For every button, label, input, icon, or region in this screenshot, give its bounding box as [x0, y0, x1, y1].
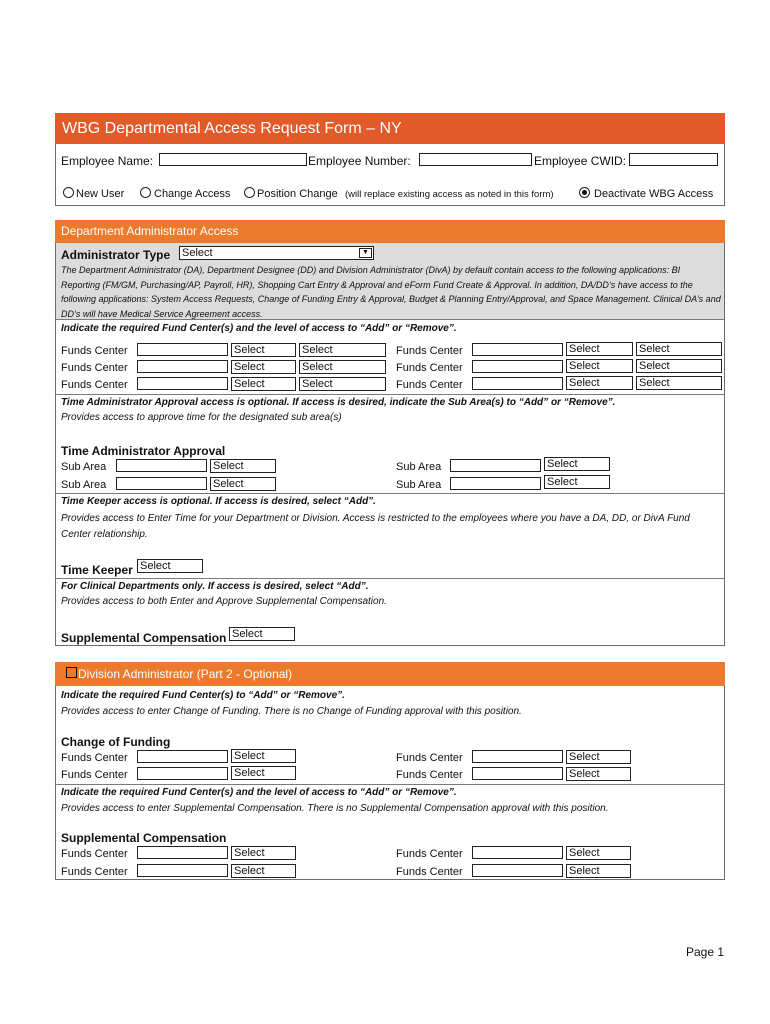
funds-center-input[interactable]: [472, 343, 563, 356]
level-select[interactable]: Select: [636, 359, 722, 373]
funds-center-input[interactable]: [472, 864, 563, 877]
funds-center-input[interactable]: [137, 750, 228, 763]
sub-area-input[interactable]: [116, 477, 207, 490]
cof-access-select[interactable]: Select: [566, 750, 631, 764]
time-keeper-instruction: Time Keeper access is optional. If access is desired, select “Add”.: [61, 496, 376, 507]
sub-area-access-select[interactable]: Select: [210, 477, 276, 491]
funds-center-label: Funds Center: [61, 379, 128, 391]
deactivate-radio[interactable]: [579, 187, 590, 198]
employee-name-field[interactable]: [159, 153, 307, 166]
access-select[interactable]: Select: [566, 376, 633, 390]
divider: [55, 394, 725, 395]
supp-comp-select[interactable]: Select: [229, 627, 295, 641]
position-change-note: (will replace existing access as noted in this form): [345, 189, 554, 200]
funds-center-input[interactable]: [137, 377, 228, 390]
form-title-bar: [55, 113, 725, 144]
employee-number-label: Employee Number:: [308, 154, 411, 168]
dept-admin-header: Department Administrator Access: [55, 220, 725, 243]
clinical-description: Provides access to both Enter and Approve Supplemental Compensation.: [61, 596, 387, 607]
position-change-radio[interactable]: [244, 187, 255, 198]
deactivate-label: Deactivate WBG Access: [594, 188, 714, 200]
divider: [55, 784, 725, 785]
level-select[interactable]: Select: [299, 377, 386, 391]
time-admin-heading: Time Administrator Approval: [61, 444, 226, 458]
sc-instruction: Indicate the required Fund Center(s) and the level of access to “Add” or “Remove”.: [61, 787, 457, 798]
position-change-label: Position Change: [257, 188, 338, 200]
funds-center-label: Funds Center: [396, 752, 463, 764]
cof-access-select[interactable]: Select: [231, 749, 296, 763]
funds-center-input[interactable]: [137, 846, 228, 859]
supp-comp-label: Supplemental Compensation: [61, 631, 227, 645]
division-admin-header: Division Administrator (Part 2 - Optional): [55, 662, 725, 686]
sc-heading: Supplemental Compensation: [61, 831, 227, 845]
time-keeper-select[interactable]: Select: [137, 559, 203, 573]
change-access-label: Change Access: [154, 188, 231, 200]
funds-center-input[interactable]: [472, 846, 563, 859]
change-access-radio[interactable]: [140, 187, 151, 198]
funds-center-label: Funds Center: [61, 866, 128, 878]
level-select[interactable]: Select: [636, 342, 722, 356]
funds-center-label: Funds Center: [396, 362, 463, 374]
funds-center-label: Funds Center: [61, 362, 128, 374]
funds-center-label: Funds Center: [61, 752, 128, 764]
division-admin-checkbox[interactable]: [66, 667, 77, 678]
fund-instruction: Indicate the required Fund Center(s) and the level of access to “Add” or “Remove”.: [61, 323, 457, 334]
funds-center-input[interactable]: [472, 377, 563, 390]
cof-instruction: Indicate the required Fund Center(s) to “Add” or “Remove”.: [61, 690, 345, 701]
cof-access-select[interactable]: Select: [231, 766, 296, 780]
employee-name-label: Employee Name:: [61, 154, 154, 168]
employee-number-field[interactable]: [419, 153, 532, 166]
funds-center-input[interactable]: [472, 767, 563, 780]
cof-heading: Change of Funding: [61, 735, 171, 749]
funds-center-label: Funds Center: [61, 345, 128, 357]
access-select[interactable]: Select: [231, 343, 296, 357]
time-keeper-description: Provides access to Enter Time for your Department or Division. Access is restricted to the employees where you have a DA, DD, or DivA Fund Center relationship.: [61, 513, 690, 540]
sc-description: Provides access to enter Supplemental Compensation. There is no Supplemental Compensation approval with this position.: [61, 803, 609, 814]
sub-area-input[interactable]: [450, 477, 541, 490]
sc-access-select[interactable]: Select: [566, 864, 631, 878]
funds-center-input[interactable]: [137, 864, 228, 877]
funds-center-input[interactable]: [472, 750, 563, 763]
divider: [55, 319, 725, 320]
admin-type-description: The Department Administrator (DA), Department Designee (DD) and Division Administrator (DivA) by default contain access to the following applications: BI Reporting (FM/GM, Purchasing/AP, Payroll, HR), Shopping Cart Entry & Approval and eForm Fund Create & Approval. In addition, DA/DD’s have access to the following applications: System Access Requests, Change of Funding Entry & Approval, Budget & Planning Entry/Approval, and Space Management. Clinical DA’s and DD’s will have Medical Service Agreement access.: [61, 265, 721, 319]
sc-access-select[interactable]: Select: [566, 846, 631, 860]
level-select[interactable]: Select: [299, 360, 386, 374]
sub-area-access-select[interactable]: Select: [544, 457, 610, 471]
time-admin-instruction: Time Administrator Approval access is optional. If access is desired, indicate the Sub Area(s) to “Add” or “Remove”.: [61, 397, 616, 408]
funds-center-label: Funds Center: [396, 866, 463, 878]
funds-center-input[interactable]: [137, 343, 228, 356]
divider: [55, 578, 725, 579]
sub-area-label: Sub Area: [396, 479, 442, 491]
time-keeper-label: Time Keeper: [61, 563, 133, 577]
level-select[interactable]: Select: [299, 343, 386, 357]
sub-area-label: Sub Area: [61, 479, 107, 491]
cof-description: Provides access to enter Change of Funding. There is no Change of Funding approval with this position.: [61, 706, 522, 717]
sub-area-label: Sub Area: [396, 461, 442, 473]
employee-cwid-field[interactable]: [629, 153, 718, 166]
admin-type-select[interactable]: Select ▼: [179, 246, 374, 260]
funds-center-label: Funds Center: [61, 848, 128, 860]
funds-center-label: Funds Center: [396, 379, 463, 391]
sub-area-input[interactable]: [450, 459, 541, 472]
cof-access-select[interactable]: Select: [566, 767, 631, 781]
access-select[interactable]: Select: [566, 359, 633, 373]
funds-center-label: Funds Center: [396, 769, 463, 781]
employee-cwid-label: Employee CWID:: [534, 154, 627, 168]
new-user-radio[interactable]: [63, 187, 74, 198]
level-select[interactable]: Select: [636, 376, 722, 390]
funds-center-input[interactable]: [472, 360, 563, 373]
chevron-down-icon: ▼: [359, 248, 372, 258]
funds-center-input[interactable]: [137, 767, 228, 780]
divider: [55, 493, 725, 494]
sub-area-access-select[interactable]: Select: [544, 475, 610, 489]
clinical-instruction: For Clinical Departments only. If access is desired, select “Add”.: [61, 581, 369, 592]
page-number: Page 1: [686, 945, 725, 959]
funds-center-label: Funds Center: [396, 345, 463, 357]
sc-access-select[interactable]: Select: [231, 846, 296, 860]
access-select[interactable]: Select: [566, 342, 633, 356]
funds-center-input[interactable]: [137, 360, 228, 373]
form-title: WBG Departmental Access Request Form – NY: [62, 120, 402, 137]
sub-area-label: Sub Area: [61, 461, 107, 473]
access-select[interactable]: Select: [231, 377, 296, 391]
sub-area-access-select[interactable]: Select: [210, 459, 276, 473]
time-admin-description: Provides access to approve time for the designated sub area(s): [61, 412, 342, 423]
sc-access-select[interactable]: Select: [231, 864, 296, 878]
access-select[interactable]: Select: [231, 360, 296, 374]
admin-type-label: Administrator Type: [61, 248, 171, 262]
funds-center-label: Funds Center: [396, 848, 463, 860]
sub-area-input[interactable]: [116, 459, 207, 472]
funds-center-label: Funds Center: [61, 769, 128, 781]
new-user-label: New User: [76, 188, 125, 200]
